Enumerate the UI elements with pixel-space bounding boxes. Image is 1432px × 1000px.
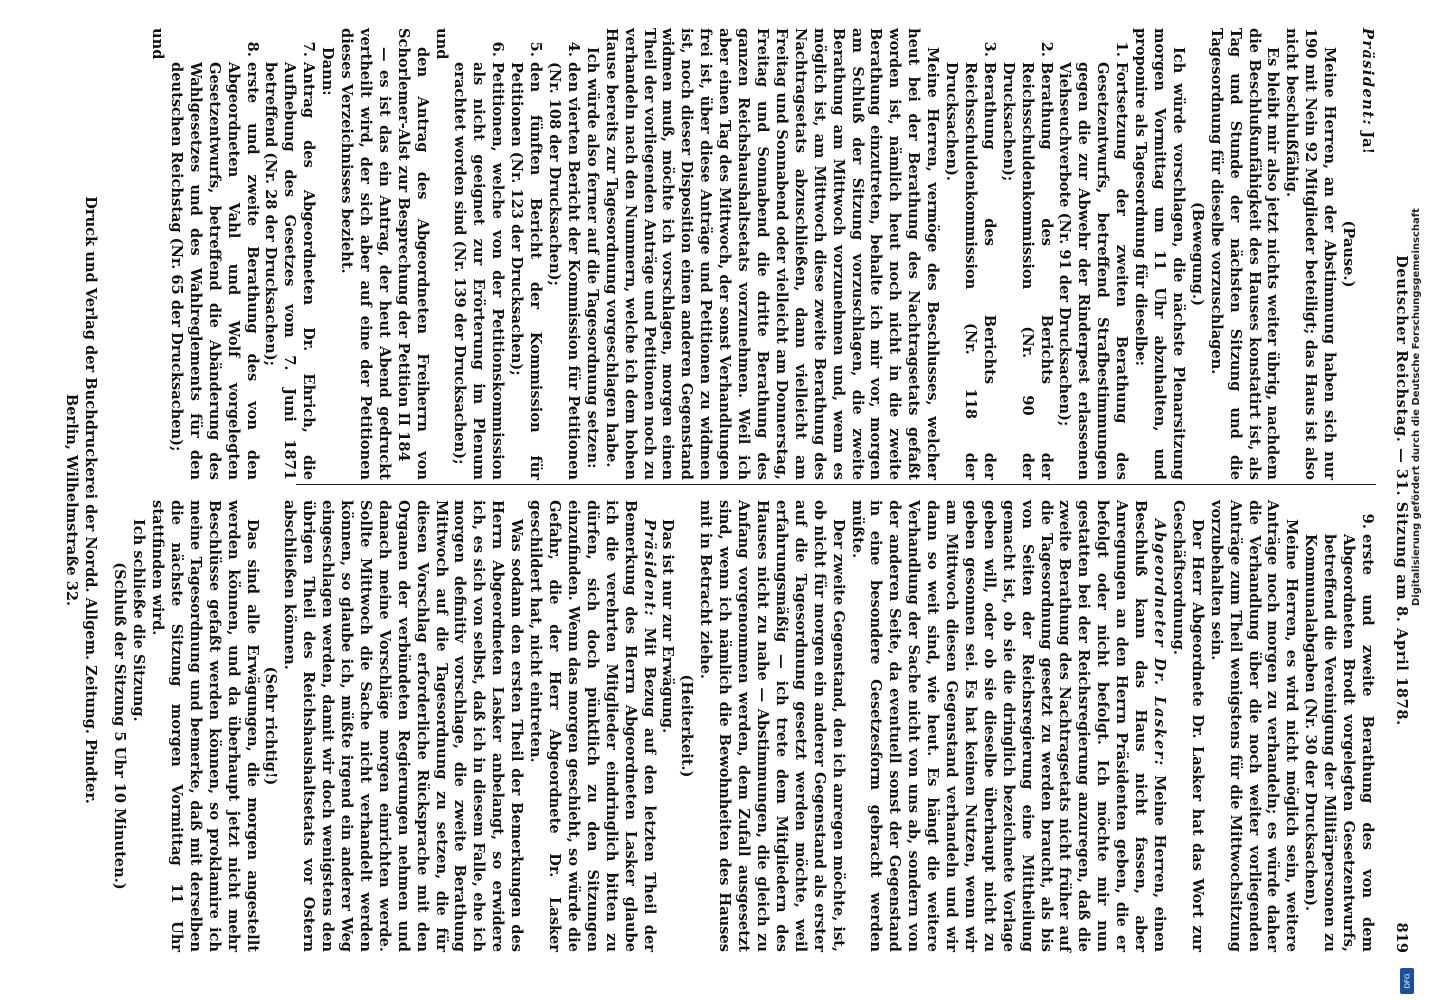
agenda-item: 3. Berathung des Berichts der Reichsschuldenkommission (Nr. 118 der Drucksachen). xyxy=(941,62,998,480)
speaker-name: Präsident: xyxy=(1359,28,1376,127)
stage-direction: (Pause.) xyxy=(1340,220,1358,288)
paragraph xyxy=(847,500,1168,952)
agenda-item: 2. Berathung des Berichts der Reichsschuldenkommission (Nr. 90 der Drucksachen); xyxy=(998,62,1055,480)
paragraph: Es bleibt mir also jetzt nichts weiter übrig, nachdem die Beschlußunfähigkeit des Hauses konstatirt ist, als Tag und Stunde der nächsten Sitzung und die Tagesordnung für dieselbe vorzuschlagen. xyxy=(1207,28,1282,480)
stage-direction: (Sehr richtig!) xyxy=(262,666,280,786)
dfg-logo xyxy=(1400,968,1414,994)
agenda-list-a xyxy=(941,28,1130,480)
agenda-list-b xyxy=(450,28,582,480)
conjunction: und xyxy=(149,28,166,60)
paragraph: Das sind alle Erwägungen, die morgen angestellt werden können, und da überhaupt jetzt nicht mehr Beschlüsse gefaßt werden können, so proklamire ich meine Tagesordnung und bemerke, daß mit derselben die nächste Sitzung morgen Vormittag 11 Uhr stattfinden wird. xyxy=(149,500,261,952)
paragraph: Ich würde vorschlagen, die nächste Plenarsitzung morgen Vormittag um 11 Uhr abzuhalten, und proponire als Tagesordnung für dieselbe: xyxy=(1132,28,1187,480)
stage-direction: (Heiterkeit.) xyxy=(678,674,696,778)
running-title: Deutscher Reichstag. — 31. Sitzung am 8. April 1878. xyxy=(1393,255,1410,726)
agenda-item: 7. Antrag des Abgeordneten Dr. Ehrich, die Aufhebung des Gesetzes vom 7. Juni 1871 betreffend (Nr. 28 der Drucksachen); xyxy=(261,62,318,480)
paragraph: Der Herr Abgeordnete Dr. Lasker hat das Wort zur Geschäftsordnung. xyxy=(1169,500,1206,952)
agenda-item: 8. erste und zweite Berathung des von den Abgeordneten Vahl und Wolf vorgelegten Gesetzentwurfs, betreffend die Abänderung des Wahlgesetzes und des Wahlreglements für den deutschen Reichstag (Nr. 65 der Drucksachen); xyxy=(166,62,261,480)
page-header xyxy=(1386,28,1410,953)
session-close-note: (Schluß der Sitzung 5 Uhr 10 Minuten.) xyxy=(111,562,129,890)
rotated-page xyxy=(30,10,1410,970)
paragraph: den Antrag des Abgeordneten Freiherrn von Schorlemer-Alst zur Besprechung der Petition II 184 xyxy=(394,28,431,480)
paragraph xyxy=(1357,28,1376,480)
paragraph: Meine Herren, es wird nicht möglich sein, weitere Anträge noch morgen zu verhandeln; es würde daher die Verhandlung über die noch weiter vorliegenden Anträge zum Theil wenigstens für die Mittwochsitzung vorzubehalten sein. xyxy=(1207,500,1301,952)
paragraph: Der zweite Gegenstand, den ich anregen möchte, ist, ob nicht für morgen ein anderer Gegenstand als erster auf die Tagesordnung gesetzt werden möchte, weil erfahrungsmäßig — ich trete dem Mitgliedern des Hauses nicht zu nahe — Abstimmungen, die gleich zu Anfang vorgenommen werden, dem Zufall ausgesetzt sind, wenn ich nämlich die Bewohnheiten des Hauses mit in Betracht ziehe. xyxy=(697,500,847,952)
paragraph xyxy=(525,500,657,952)
paragraph: Das ist nur zur Erwägung. xyxy=(659,518,677,734)
paragraph: — es ist das ein Antrag, der heut Abend gedruckt vertheilt wird, der sich aber auf eine der Petitionen dieses Verzeichnisses bezieht. xyxy=(338,28,393,480)
dfg-logo-text: DFG xyxy=(1403,973,1411,989)
imprint-line: Berlin, Wilhelmstraße 32. xyxy=(63,393,80,607)
agenda-item: 9. erste und zweite Berathung des von dem Abgeordneten Brodt vorgelegten Gesetzentwurfs, betreffend die Vereinigung der Militärpersonen zu Kommunalabgaben (Nr. 30 der Drucksachen). xyxy=(1300,534,1376,952)
speech-text: Ja! xyxy=(1359,131,1376,154)
agenda-item: 4. den vierten Bericht der Kommission für Petitionen (Nr. 108 der Drucksachen); xyxy=(544,62,582,480)
page-number: 819 xyxy=(1393,922,1410,953)
agenda-item: 1. Fortsetzung der zweiten Berathung des Gesetzentwurfs, betreffend Strafbestimmungen gegen die zur Abwehr der Rinderpest erlassenen Viehseuchverbote (Nr. 91 der Drucksachen); xyxy=(1055,62,1131,480)
paragraph: Dann: xyxy=(319,46,337,96)
imprint-line: Druck und Verlag der Buchdruckerei der Nordd. Allgem. Zeitung. Pindter. xyxy=(82,196,99,804)
speech-text: Meine Herren, einen Beschluß kann das Haus nicht fassen, aber Anregungen an den Herrn Präsidenten geben, die er befolgt oder nicht befolgt. Ich möchte mir nun gestatten bei der Reichsregierung anzuregen, daß die zweite Berathung des Nachtragsetats nicht früher auf die Tagesordnung gesetzt zu werden braucht, als bis von Seiten der Reichsregierung eine Mittheilung gemacht ist, ob sie die dringlich bezeichnete Vorlage geben will, oder ob sie dieselbe überhaupt nicht zu geben gesonnen sei. Es hat keinen Nutzen, wenn wir am Mittwoch diesen Gegenstand verhandeln und wir dann so weit sind, wie heut. Es hängt die weitere Verhandlung der Sache nicht von uns ab, sondern von der anderen Seite, da eventuell sonst der Gegenstand in eine besondere Gesetzesform gebracht werden müßte. xyxy=(848,500,1169,952)
speaker-name: Abgeordneter Dr. Lasker: xyxy=(1151,518,1169,767)
left-column xyxy=(147,28,1376,480)
paragraph: Meine Herren, an der Abstimmung haben sich nur 190 mit Nein 92 Mitglieder beteiligt; das Haus ist also nicht beschlußfähig. xyxy=(1283,28,1339,480)
printer-imprint xyxy=(62,170,100,830)
column-divider xyxy=(296,484,1376,485)
stage-direction: (Bewegung.) xyxy=(1188,202,1206,306)
paragraph: Ich würde also ferner auf die Tagesordnung setzen: xyxy=(583,46,601,469)
digitization-note: Digitalisierung gefördert durch die Deutsche Forschungsgemeinschaft xyxy=(1411,208,1422,606)
agenda-item: 6. Petitionen, welche von der Petitionskommission als nicht geeignet zur Erörterung im Plenum erachtet worden sind (Nr. 139 der Drucksachen); xyxy=(450,62,507,480)
paragraph: Ich schließe die Sitzung. xyxy=(130,518,148,722)
speech-text: Mit Bezug auf den letzten Theil der Bemerkung des Herrn Abgeordneten Lasker glaube ich die verehrten Mitglieder eindringlich bitten zu dürfen, sich doch pünktlich zu den Sitzungen einzufinden. Wenn das morgen geschieht, so würde die Gefahr, die der Herr Abgeordnete Dr. Lasker geschildert hat, nicht eintreten. xyxy=(527,500,658,952)
paragraph: Was sodann den ersten Theil der Bemerkungen des Herrn Abgeordneten Lasker anbelangt, so erwidere ich, es sich von selbst, daß ich in diesem Falle, ehe ich morgen definitiv vorschlage, die zweite Berathung Mittwoch auf die Tagesordnung zu setzen, die für diesen Vorschlag erforderliche Rücksprache mit den Organen der verbündeten Regierungen nehmen und danach meine Vorschläge morgen einrichten werde. Sollte Mittwoch die Sache nicht verhandelt werden können, so glaube ich, müßte irgend ein anderer Weg eingeschlagen werden, damit wir doch wenigstens den übrigen Theil des Reichshaushaltsetats vor Ostern abschließen können. xyxy=(281,500,526,952)
right-column xyxy=(109,500,1376,952)
speaker-name: Präsident: xyxy=(640,518,658,618)
agenda-item: 5. den fünften Bericht der Kommission für Petitionen (Nr. 123 der Drucksachen); xyxy=(506,62,544,480)
conjunction: und xyxy=(432,28,450,60)
agenda-list-c xyxy=(166,28,317,480)
paragraph: Meine Herren, vermöge des Beschlusses, welcher heut bei der Berathung des Nachtragsetats gefaßt worden ist, nämlich heut noch nicht in die zweite Berathung einzutreten, behalte ich mir vor, morgen am Schluß der Sitzung vorzuschlagen, die zweite Berathung am Mittwoch vorzunehmen und, wenn es möglich ist, am Mittwoch diese zweite Berathung des Nachtragsetats abzuschließen, dann vielleicht am Freitag und Sonnabend oder vielleicht am Donnerstag, Freitag und Sonnabend die dritte Berathung des ganzen Reichshaushaltsetats vorzunehmen. Weil ich aber einen Tag des Mittwoch, der sonst Verhandlungen frei ist, über diese Anträge und Petitionen zu widmen ist, noch dieser Disposition einen anderen Gegenstand widmen muß, möchte ich vorschlagen, morgen einen Theil der vorliegenden Anträge und Petitionen noch zu verhandeln nach den Nummern, welche ich dem hohen Hause bereits zur Tagesordnung vorgeschlagen habe. xyxy=(602,28,942,480)
agenda-list-d xyxy=(1300,500,1376,952)
